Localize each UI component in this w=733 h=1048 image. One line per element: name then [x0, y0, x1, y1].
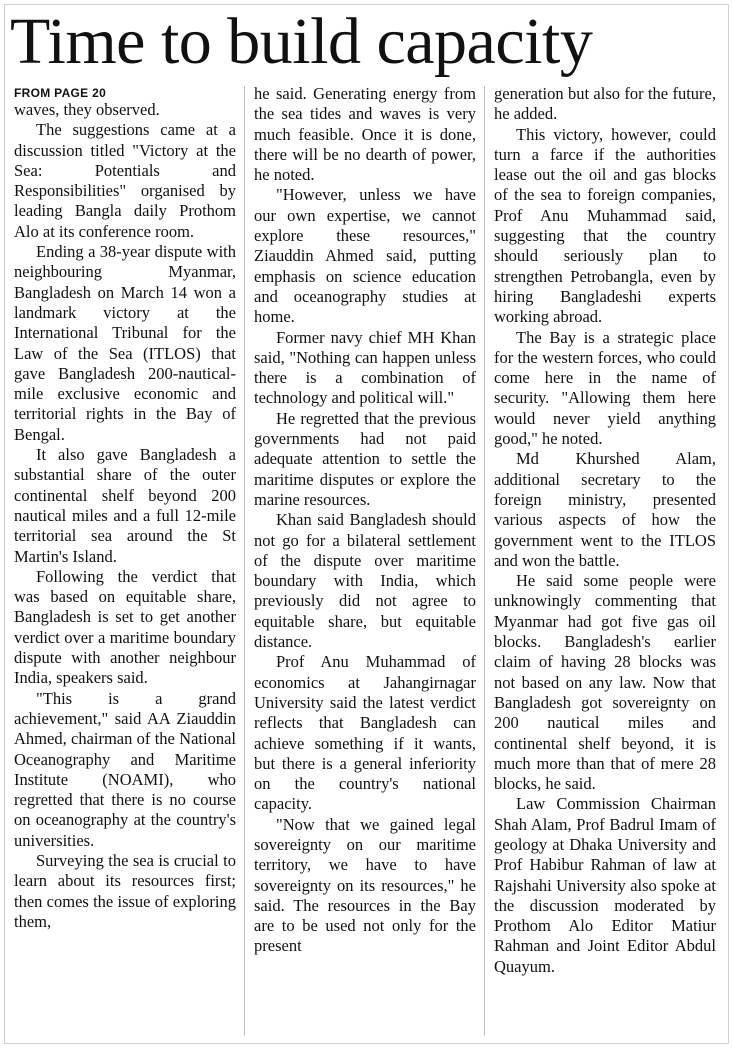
column-3	[494, 84, 716, 977]
paragraph: The Bay is a strategic place for the western forces, who could come here in the name of security. "Allowing them here would never yield anything good," he noted.	[494, 327, 716, 449]
paragraph: Prof Anu Muhammad of economics at Jahangirnagar University said the latest verdict reflects that Bangladesh can achieve something if it wants, but there is a general inferiority on the country's national capacity.	[254, 652, 476, 814]
jump-label: FROM PAGE 20	[14, 86, 107, 100]
paragraph: Following the verdict that was based on equitable share, Bangladesh is set to get another verdict over a maritime boundary dispute with another neighbour India, speakers said.	[14, 566, 236, 688]
column-2	[254, 84, 476, 957]
paragraph: generation but also for the future, he added.	[494, 84, 716, 124]
paragraph: Md Khurshed Alam, additional secretary to the foreign ministry, presented various aspects of how the government went to the ITLOS and won the battle.	[494, 449, 716, 570]
paragraph: Ending a 38-year dispute with neighbouring Myanmar, Bangladesh on March 14 won a landmark victory at the International Tribunal for the Law of the Sea (ITLOS) that gave Bangladesh 200-nautical-mile exclusive economic and territorial rights in the Bay of Bengal.	[14, 242, 236, 444]
paragraph: He regretted that the previous governments had not paid adequate attention to settle the maritime disputes or explore the marine resources.	[254, 408, 476, 509]
paragraph: It also gave Bangladesh a substantial share of the outer continental shelf beyond 200 nautical miles and a full 12-mile territorial sea around the St Martin's Island.	[14, 445, 236, 566]
headline: Time to build capacity	[10, 5, 593, 78]
paragraph: The suggestions came at a discussion titled "Victory at the Sea: Potentials and Responsibilities" organised by leading Bangla daily Prothom Alo at its conference room.	[14, 120, 236, 241]
column-rule	[484, 86, 485, 1036]
paragraph: "This is a grand achievement," said AA Ziauddin Ahmed, chairman of the National Oceanography and Maritime Institute (NOAMI), who regretted that there is no course on oceanography at the country's universities.	[14, 688, 236, 850]
paragraph: Former navy chief MH Khan said, "Nothing can happen unless there is a combination of technology and political will."	[254, 327, 476, 408]
column-1	[14, 84, 236, 932]
paragraph: "However, unless we have our own expertise, we cannot explore these resources," Ziauddin Ahmed said, putting emphasis on science education and oceanography studies at home.	[254, 185, 476, 327]
paragraph: Khan said Bangladesh should not go for a bilateral settlement of the dispute over maritime boundary with India, which previously did not agree to equitable share, but equitable distance.	[254, 510, 476, 652]
paragraph: Law Commission Chairman Shah Alam, Prof Badrul Imam of geology at Dhaka University and Prof Habibur Rahman of law at Rajshahi University also spoke at the discussion moderated by Prothom Alo Editor Matiur Rahman and Joint Editor Abdul Quayum.	[494, 794, 716, 976]
paragraph: This victory, however, could turn a farce if the authorities lease out the oil and gas blocks of the sea to foreign companies, Prof Anu Muhammad said, suggesting that the country should seriously plan to strengthen Petrobangla, even by hiring Bangladeshi experts working abroad.	[494, 124, 716, 327]
paragraph: He said some people were unknowingly commenting that Myanmar had got five gas oil blocks. Bangladesh's earlier claim of having 28 blocks was not based on any law. Now that Bangladesh got sovereignty on 200 nautical miles and continental shelf beyond, it is much more than that of mere 28 blocks, he said.	[494, 571, 716, 794]
paragraph: he said. Generating energy from the sea tides and waves is very much feasible. Once it is done, there will be no dearth of power, he noted.	[254, 84, 476, 185]
paragraph: Surveying the sea is crucial to learn about its resources first; then comes the issue of exploring them,	[14, 850, 236, 931]
paragraph: "Now that we gained legal sovereignty on our maritime territory, we have to have sovereignty on its resources," he said. The resources in the Bay are to be used not only for the present	[254, 814, 476, 956]
column-rule	[244, 86, 245, 1036]
paragraph: waves, they observed.	[14, 100, 160, 119]
